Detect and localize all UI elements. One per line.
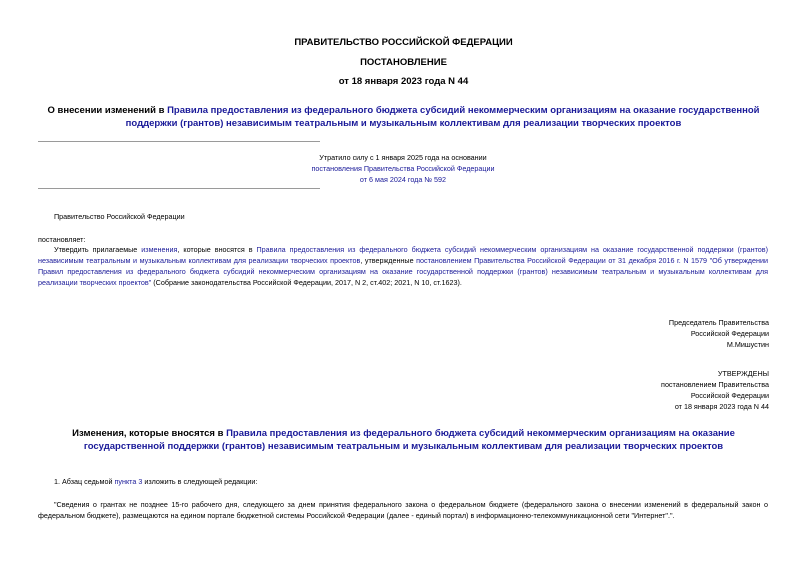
changes-title-prefix: Изменения, которые вносятся в [72, 428, 227, 439]
approve-text2: , которые вносятся в [177, 245, 257, 254]
title-prefix: О внесении изменений в [47, 105, 168, 116]
divider-bottom [38, 188, 320, 189]
changes-title-link[interactable]: Правила предоставления из федерального бюджета субсидий некоммерческим организациям на оказание государственной поддержки (грантов) независимым театральным и музыкальным коллективам для реализации творческих проектов [83, 428, 735, 452]
approve-text3: , утвержденные [360, 256, 417, 265]
notice-link-line2[interactable]: постановления Правительства Российской Федерации [311, 164, 495, 173]
header-date-number: от 18 января 2023 года N 44 [338, 76, 469, 87]
item1-paragraph [54, 476, 257, 487]
signature-line1: Председатель Правительства [668, 318, 769, 327]
signature-block [669, 317, 769, 350]
repeal-notice [300, 152, 506, 185]
changes-title [40, 427, 767, 453]
approved-line1: УТВЕРЖДЕНЫ [717, 369, 769, 378]
notice-link-line3[interactable]: от 6 мая 2024 года № 592 [359, 175, 447, 184]
item1-text1: 1. Абзац седьмой [54, 477, 115, 486]
item1-text2: изложить в следующей редакции: [142, 477, 258, 486]
government-line: Правительство Российской Федерации [54, 212, 185, 221]
approved-line4: от 18 января 2023 года N 44 [674, 402, 769, 411]
divider-top [38, 141, 320, 142]
approve-link-changes[interactable]: изменения [141, 245, 178, 254]
header-doc-type: ПОСТАНОВЛЕНИЕ [360, 57, 447, 68]
approve-text1: Утвердить прилагаемые [54, 245, 142, 254]
approved-line3: Российской Федерации [690, 391, 769, 400]
quote-paragraph: "Сведения о грантах не позднее 15-го рабочего дня, следующего за днем принятия федерального закона о федеральном бюджете (федерального закона о внесении изменений в федеральный закон о федеральном бюджете), размещаются на едином портале бюджетной системы Российской Федерации (далее - единый портал) в информационно-телекоммуникационной сети "Интернет".". [38, 500, 768, 520]
item1-link[interactable]: пункта 3 [114, 477, 143, 486]
decrees-line: постановляет: [38, 235, 86, 244]
signature-line2: Российской Федерации [690, 329, 769, 338]
approved-line2: постановлением Правительства [661, 380, 769, 389]
approve-paragraph [38, 244, 768, 288]
signature-line3: М.Мишустин [726, 340, 769, 349]
approve-link-resolution[interactable]: постановлением Правительства Российской Федерации от 31 декабря 2016 г. N 1579 "Об утверждении Правил предоставления из федерального бюджета субсидий некоммерческим организациям на оказание государственной поддержки (грантов) независимым театральным и музыкальным коллективам для реализации творческих проектов" [38, 256, 768, 287]
notice-line1: Утратило силу с 1 января 2025 года на основании [319, 153, 487, 162]
approve-text4: (Собрание законодательства Российской Федерации, 2017, N 2, ст.402; 2021, N 10, ст.1623). [151, 278, 462, 287]
title-link[interactable]: Правила предоставления из федерального бюджета субсидий некоммерческим организациям на оказание государственной поддержки (грантов) независимым театральным и музыкальным коллективам для реализации творческих проектов [125, 105, 760, 129]
approve-link-rules[interactable]: Правила предоставления из федерального бюджета субсидий некоммерческим организациям на оказание государственной поддержки (грантов) независимым театральным и музыкальным коллективам для реализации творческих проектов [38, 245, 768, 265]
header-government: ПРАВИТЕЛЬСТВО РОССИЙСКОЙ ФЕДЕРАЦИИ [294, 37, 513, 48]
approved-block [661, 368, 769, 412]
document-title [40, 104, 767, 130]
